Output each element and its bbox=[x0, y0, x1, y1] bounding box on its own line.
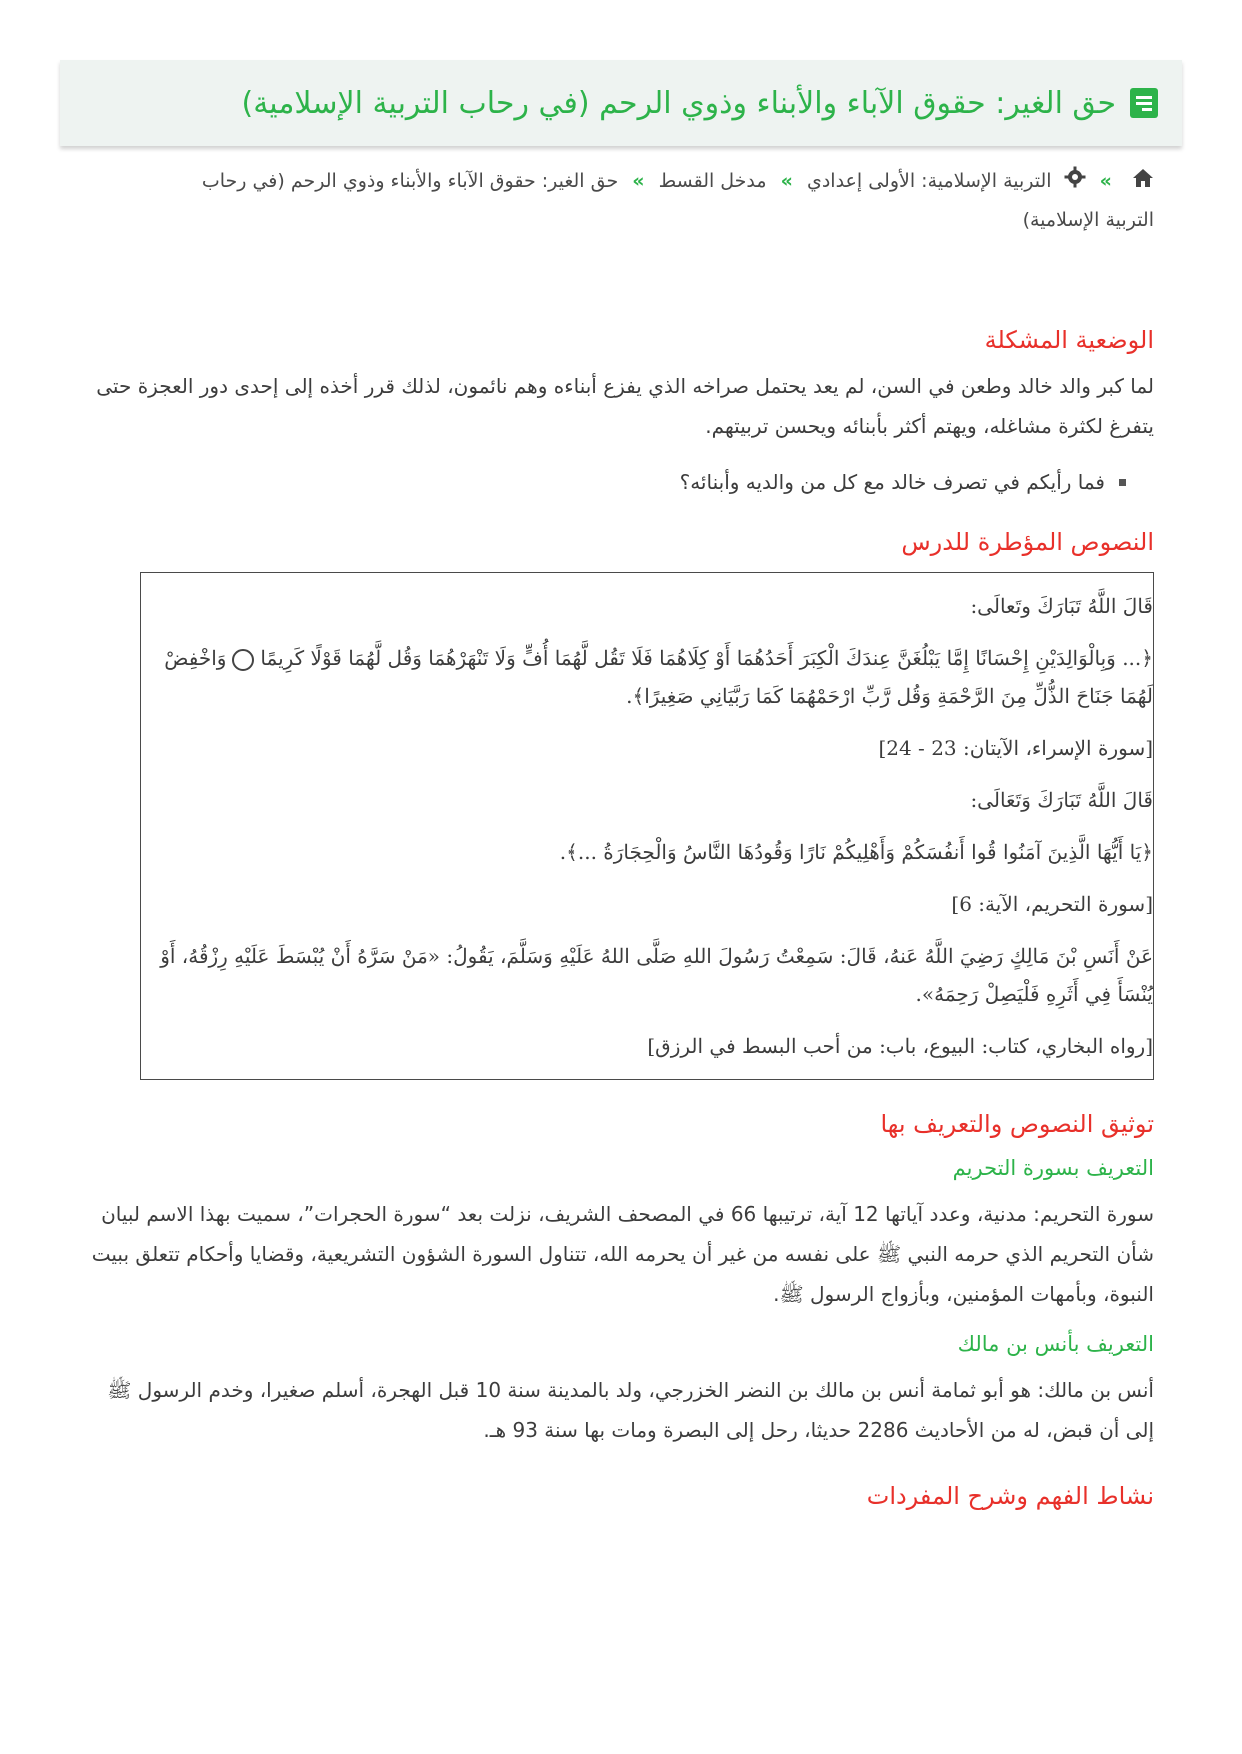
breadcrumb-link-unit[interactable]: مدخل القسط bbox=[658, 170, 767, 192]
breadcrumb-separator: » bbox=[1099, 170, 1112, 192]
section-heading-documentation: توثيق النصوص والتعريف بها bbox=[880, 1110, 1154, 1138]
breadcrumb bbox=[150, 162, 1154, 239]
problem-paragraph: لما كبر والد خالد وطعن في السن، لم يعد يحتمل صراخه الذي يفزع أبناءه وهم نائمون، لذلك قرر أخذه إلى إحدى دور العجزة حتى يتفرغ لكثرة مشاغله، ويهتم أكثر بأبنائه ويحسن تربيتهم. bbox=[96, 374, 1154, 438]
breadcrumb-link-course[interactable]: التربية الإسلامية: الأولى إعدادي bbox=[806, 170, 1052, 192]
gear-icon bbox=[1064, 163, 1086, 201]
verse-reference: [سورة الإسراء، الآيتان: 23 - 24] bbox=[878, 736, 1153, 760]
breadcrumb-current: حق الغير: حقوق الآباء والأبناء وذوي الرحم (في رحاب التربية الإسلامية) bbox=[201, 170, 1154, 231]
lesson-content bbox=[88, 320, 1154, 1516]
section-heading-activity: نشاط الفهم وشرح المفردات bbox=[866, 1482, 1154, 1510]
surah-description: سورة التحريم: مدنية، وعدد آياتها 12 آية، ترتيبها 66 في المصحف الشريف، نزلت بعد “سورة الحجرات”، سميت بهذا الاسم لبيان شأن التحريم الذي حرمه النبي ﷺ على نفسه من غير أن يحرمه الله، تتناول السورة الشؤون التشريعية، وقضايا وأحكام تتعلق ببيت النبوة، وبأمهات المؤمنين، وبأزواج الرسول ﷺ. bbox=[91, 1202, 1154, 1306]
hadith-text: عَنْ أَنَسِ بْنَ مَالِكٍ رَضِيَ اللَّهُ عَنهُ، قَالَ: سَمِعْتُ رَسُولَ اللهِ صَلَّى اللهُ عَلَيْهِ وَسَلَّمَ، يَقُولُ: «مَنْ سَرَّهُ أَنْ يُبْسَطَ عَلَيْهِ رِزْقُهُ، أَوْ يُنْسَأَ فِي أَثَرِهِ فَلْيَصِلْ رَحِمَهُ». bbox=[160, 944, 1153, 1006]
page-title: حق الغير: حقوق الآباء والأبناء وذوي الرحم (في رحاب التربية الإسلامية) bbox=[241, 85, 1116, 121]
breadcrumb-separator: » bbox=[780, 170, 793, 192]
framing-texts-box bbox=[140, 572, 1154, 1080]
verse-intro: قَالَ اللَّهُ تَبَارَكَ وتَعالَى: bbox=[970, 594, 1153, 618]
verse-text-2: ﴿يَا أَيُّهَا الَّذِينَ آمَنُوا قُوا أَنفُسَكُمْ وَأَهْلِيكُمْ نَارًا وَقُودُهَا النَّاسُ وَالْحِجَارَةُ ...﴾. bbox=[559, 840, 1153, 864]
page-title-bar bbox=[60, 60, 1182, 146]
breadcrumb-separator: » bbox=[632, 170, 645, 192]
verse-intro: قَالَ اللَّهُ تَبَارَكَ وَتَعَالَى: bbox=[970, 788, 1153, 812]
section-heading-problem: الوضعية المشكلة bbox=[984, 326, 1154, 354]
problem-question bbox=[88, 462, 1154, 502]
home-icon[interactable] bbox=[1132, 163, 1154, 201]
question-text: فما رأيكم في تصرف خالد مع كل من والديه وأبنائه؟ bbox=[679, 470, 1105, 494]
hadith-reference: [رواه البخاري، كتاب: البيوع، باب: من أحب البسط في الرزق] bbox=[647, 1034, 1153, 1058]
verse-text-1a: ﴿... وَبِالْوَالِدَيْنِ إِحْسَانًا إِمَّا يَبْلُغَنَّ عِندَكَ الْكِبَرَ أَحَدُهُمَا أَوْ كِلَاهُمَا فَلَا تَقُل لَّهُمَا أُفٍّ وَلَا تَنْهَرْهُمَا وَقُل لَّهُمَا قَوْلًا كَرِيمًا bbox=[260, 646, 1153, 670]
bullet-square-icon bbox=[1119, 479, 1126, 486]
subheading-anas: التعريف بأنس بن مالك bbox=[957, 1332, 1154, 1356]
verse-reference: [سورة التحريم، الآية: 6] bbox=[951, 892, 1153, 916]
ayah-marker-icon bbox=[232, 649, 254, 671]
verse-text-1b: وَاخْفِضْ لَهُمَا جَنَاحَ الذُّلِّ مِنَ الرَّحْمَةِ وَقُل رَّبِّ ارْحَمْهُمَا كَمَا رَبَّيَانِي صَغِيرًا﴾. bbox=[164, 646, 1153, 708]
document-icon bbox=[1130, 88, 1158, 118]
section-heading-texts: النصوص المؤطرة للدرس bbox=[901, 528, 1154, 556]
verse-text-1 bbox=[155, 639, 1153, 715]
subheading-surah: التعريف بسورة التحريم bbox=[952, 1156, 1154, 1180]
anas-description: أنس بن مالك: هو أبو ثمامة أنس بن مالك بن النضر الخزرجي، ولد بالمدينة سنة 10 قبل الهجرة، أسلم صغيرا، وخدم الرسول ﷺ إلى أن قبض، له من الأحاديث 2286 حديثا، رحل إلى البصرة ومات بها سنة 93 هـ. bbox=[107, 1378, 1154, 1442]
